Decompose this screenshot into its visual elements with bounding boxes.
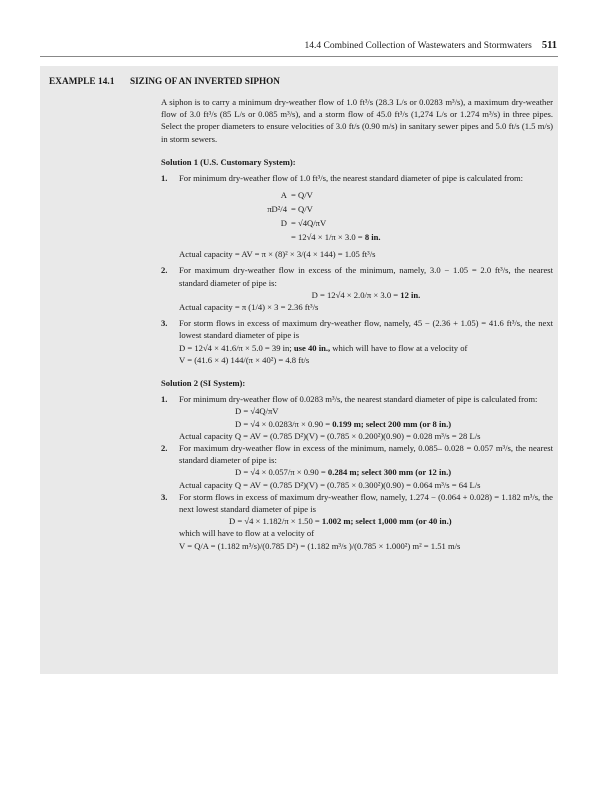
equation-rhs: = 12√4 × 1/π × 3.0 = bbox=[291, 232, 365, 243]
solution2-heading: Solution 2 (SI System): bbox=[161, 378, 246, 389]
item-text: For storm flows in excess of maximum dry-weather flow, namely, 1.274 − (0.064 + 0.028) = 1.182 m³/s, the next lowest standard diameter of pipe is bbox=[179, 491, 553, 515]
example-intro: A siphon is to carry a minimum dry-weather flow of 1.0 ft³/s (28.3 L/s or 0.0283 m³/s), a maximum dry-weather flow of 3.0 ft³/s (85 L/s or 0.085 m³/s), and a storm flow of 45.0 ft³/s (1,274 L/s or 1.274 m³/s) in three pipes. Select the proper diameters to ensure velocities of 3.0 ft/s (0.90 m/s) in sanitary sewer pipes and 5.0 ft/s (1.5 m/s) in storm sewers. bbox=[161, 97, 553, 144]
equation-lhs: D bbox=[280, 218, 287, 229]
equation-line: D = √4Q/πV bbox=[235, 406, 279, 417]
running-title: 14.4 Combined Collection of Wastewaters and Stormwaters bbox=[304, 41, 532, 51]
example-label: EXAMPLE 14.1 bbox=[49, 76, 115, 86]
capacity-line: Actual capacity Q = AV = (0.785 D²)(V) = (0.785 × 0.300²)(0.90) = 0.064 m³/s = 64 L/s bbox=[179, 479, 481, 490]
equation-block bbox=[179, 188, 553, 244]
item-number: 3. bbox=[161, 491, 168, 502]
solution1-heading: Solution 1 (U.S. Customary System): bbox=[161, 156, 296, 167]
equation-result: 1.002 m; select 1,000 mm (or 40 in.) bbox=[321, 516, 452, 527]
example-title: SIZING OF AN INVERTED SIPHON bbox=[130, 76, 280, 86]
equation-line: D = 12√4 × 2.0/π × 3.0 = 12 in. bbox=[311, 289, 421, 300]
header-rule bbox=[40, 56, 558, 57]
equation-line: D = √4 × 1.182/π × 1.50 = 1.002 m; select 1,000 mm (or 40 in.) bbox=[229, 516, 452, 527]
item-text: For maximum dry-weather flow in excess of the minimum, namely, 0.085– 0.028 = 0.057 m³/s, the nearest standard diameter of pipe is: bbox=[179, 443, 553, 466]
equation-rhs: = √4Q/πV bbox=[291, 218, 327, 229]
equation-rhs: = Q/V bbox=[291, 190, 313, 201]
item-text: For minimum dry-weather flow of 0.0283 m³/s, the nearest standard diameter of pipe is calculated from: bbox=[179, 394, 538, 405]
solution1-item-2 bbox=[161, 264, 553, 313]
item-text: For maximum dry-weather flow in excess of the minimum, namely, 3.0 − 1.05 = 2.0 ft³/s, the nearest standard diameter of pipe is: bbox=[179, 265, 553, 288]
after-text: which will have to flow at a velocity of bbox=[179, 528, 315, 539]
capacity-line: Actual capacity Q = AV = (0.785 D²)(V) = (0.785 × 0.200²)(0.90) = 0.028 m³/s = 28 L/s bbox=[179, 430, 481, 441]
equation-lhs: A bbox=[280, 190, 287, 201]
capacity-line: Actual capacity = π (1/4) × 3 = 2.36 ft³/s bbox=[179, 302, 319, 313]
item-number: 1. bbox=[161, 173, 168, 184]
item-number: 2. bbox=[161, 443, 168, 454]
equation-row bbox=[179, 202, 553, 216]
item-number: 1. bbox=[161, 394, 168, 405]
equation-result: 0.284 m; select 300 mm (or 12 in.) bbox=[327, 467, 452, 478]
equation-row bbox=[179, 216, 553, 230]
equation-result: 0.199 m; select 200 mm (or 8 in.) bbox=[332, 418, 452, 429]
equation-line: D = √4 × 0.057/π × 0.90 = 0.284 m; select 300 mm (or 12 in.) bbox=[235, 467, 452, 478]
equation-result: 8 in. bbox=[364, 232, 381, 243]
equation-rhs: = Q/V bbox=[291, 204, 313, 215]
item-number: 2. bbox=[161, 265, 168, 276]
equation-line: D = 12√4 × 41.6/π × 5.0 = 39 in; use 40 in., which will have to flow at a velocity of bbox=[179, 342, 468, 353]
solution1-item-1 bbox=[161, 172, 553, 260]
equation-result: use 40 in., bbox=[293, 342, 331, 353]
equation-line: D = √4 × 0.0283/π × 0.90 = 0.199 m; select 200 mm (or 8 in.) bbox=[235, 418, 452, 429]
item-text: For storm flows in excess of maximum dry-weather flow, namely, 45 − (2.36 + 1.05) = 41.6 ft³/s, the next lowest standard diameter of pipe is bbox=[179, 318, 553, 341]
equation-result: 12 in. bbox=[400, 289, 421, 300]
solution2-item-1 bbox=[161, 393, 553, 442]
capacity-line: Actual capacity = AV = π × (8)² × 3/(4 × 144) = 1.05 ft³/s bbox=[179, 249, 376, 260]
running-header bbox=[0, 40, 557, 51]
velocity-line: V = Q/A = (1.182 m³/s)/(0.785 D²) = (1.182 m³/s )/(0.785 × 1.000²) m² = 1.51 m/s bbox=[179, 540, 461, 551]
equation-row bbox=[179, 188, 553, 202]
solution2-item-3 bbox=[161, 491, 553, 552]
page-number: 511 bbox=[541, 40, 557, 51]
example-content bbox=[161, 96, 553, 552]
item-number: 3. bbox=[161, 318, 168, 329]
solution1-item-3 bbox=[161, 317, 553, 366]
equation-row bbox=[179, 230, 553, 244]
item-text: For minimum dry-weather flow of 1.0 ft³/s, the nearest standard diameter of pipe is calculated from: bbox=[179, 173, 524, 184]
equation-lhs: πD²/4 bbox=[267, 204, 287, 215]
velocity-line: V = (41.6 × 4) 144/(π × 40²) = 4.8 ft/s bbox=[179, 354, 310, 365]
solution2-item-2 bbox=[161, 442, 553, 491]
